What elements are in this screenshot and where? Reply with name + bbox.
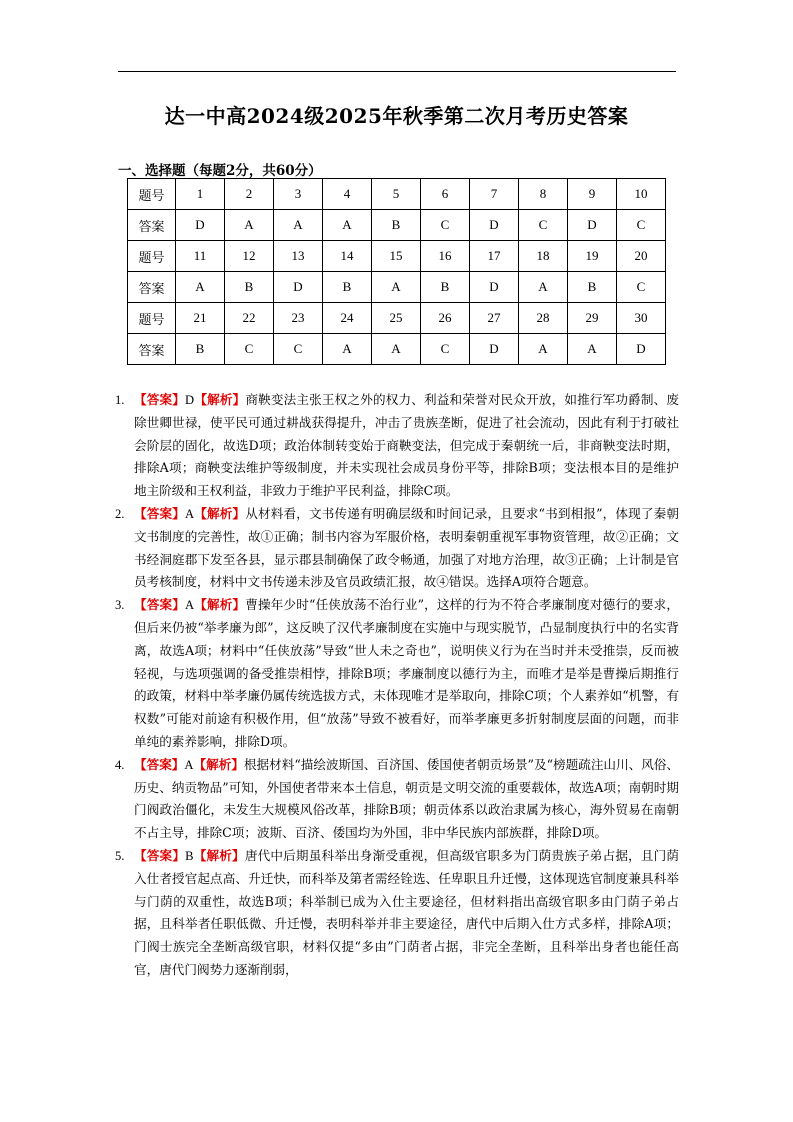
item-number: 5. bbox=[115, 848, 125, 863]
question-row bbox=[128, 241, 666, 272]
answer-cell: C bbox=[225, 334, 274, 365]
question-cell: 28 bbox=[519, 303, 568, 334]
question-cell: 26 bbox=[421, 303, 470, 334]
question-cell: 27 bbox=[470, 303, 519, 334]
answer-cell: A bbox=[519, 272, 568, 303]
answer-table bbox=[127, 178, 666, 365]
item-number: 1. bbox=[115, 393, 125, 407]
section-heading: 一、选择题（每题2分，共60分） bbox=[118, 163, 322, 179]
answer-cell: B bbox=[372, 210, 421, 241]
question-row bbox=[128, 303, 666, 334]
question-cell: 25 bbox=[372, 303, 421, 334]
answer-row bbox=[128, 334, 666, 365]
question-cell: 9 bbox=[568, 179, 617, 210]
answer-cell: A bbox=[372, 334, 421, 365]
answer-row-label: 答案 bbox=[128, 272, 176, 303]
answer-cell: B bbox=[421, 272, 470, 303]
question-cell: 4 bbox=[323, 179, 372, 210]
question-cell: 30 bbox=[617, 303, 666, 334]
answer-cell: C bbox=[274, 334, 323, 365]
answer-cell: C bbox=[519, 210, 568, 241]
question-cell: 11 bbox=[176, 241, 225, 272]
answer-cell: A bbox=[372, 272, 421, 303]
answer-cell: B bbox=[568, 272, 617, 303]
answer-tag: 【答案】 bbox=[134, 597, 185, 613]
answer-item bbox=[115, 754, 680, 845]
analysis-tag: 【解析】 bbox=[194, 392, 246, 407]
answer-cell: A bbox=[176, 272, 225, 303]
answer-cell: A bbox=[274, 210, 323, 241]
analysis-tag: 【解析】 bbox=[194, 597, 246, 613]
answer-choice: A bbox=[185, 506, 195, 521]
analysis-tag: 【解析】 bbox=[193, 847, 245, 863]
answer-cell: D bbox=[470, 272, 519, 303]
explanation-list bbox=[115, 389, 680, 982]
analysis-text: 商鞅变法主张王权之外的权力、利益和荣誉对民众开放，如推行军功爵制、废除世卿世禄，使平民可通过耕战获得提升，冲击了贵族垄断，促进了社会流动，因此有利于打破社会阶层的固化，故选D项；政治体制转变始于商鞅变法，但完成于秦朝统一后，非商鞅变法时期，排除A项；商鞅变法维护等级制度，并未实现社会成员身份平等，排除B项；变法根本目的是维护地主阶级和王权利益，非致力于维护平民利益，排除C项。 bbox=[134, 392, 680, 499]
answer-cell: A bbox=[225, 210, 274, 241]
question-cell: 5 bbox=[372, 179, 421, 210]
answer-cell: D bbox=[568, 210, 617, 241]
answer-choice: D bbox=[185, 393, 195, 407]
question-row-label: 题号 bbox=[128, 303, 176, 334]
answer-item bbox=[115, 503, 679, 594]
analysis-text: 从材料看，文书传递有明确层级和时间记录，且要求“书到相报”，体现了秦朝文书制度的完善性，故①正确；制书内容为军服价格，表明秦朝重视军事物资管理，故②正确；文书经洞庭郡下发至各县，显示郡县制确保了政令畅通，加强了对地方治理，故③正确；上计制是官员考核制度，材料中文书传递未涉及官员政绩汇报，故④错误。选择A项符合题意。 bbox=[134, 505, 679, 590]
answer-item bbox=[115, 845, 680, 982]
question-cell: 21 bbox=[176, 303, 225, 334]
answer-cell: B bbox=[323, 272, 372, 303]
answer-row-label: 答案 bbox=[128, 334, 176, 365]
answer-cell: B bbox=[225, 272, 274, 303]
question-row-label: 题号 bbox=[128, 241, 176, 272]
question-row bbox=[128, 179, 666, 210]
answer-tag: 【答案】 bbox=[134, 505, 185, 521]
answer-tag: 【答案】 bbox=[134, 756, 185, 772]
header-rule bbox=[118, 71, 676, 72]
answer-cell: D bbox=[470, 334, 519, 365]
question-cell: 24 bbox=[323, 303, 372, 334]
answer-cell: A bbox=[519, 334, 568, 365]
question-cell: 7 bbox=[470, 179, 519, 210]
answer-cell: A bbox=[323, 334, 372, 365]
answer-cell: C bbox=[421, 334, 470, 365]
question-cell: 19 bbox=[568, 241, 617, 272]
question-cell: 23 bbox=[274, 303, 323, 334]
question-cell: 3 bbox=[274, 179, 323, 210]
question-cell: 12 bbox=[225, 241, 274, 272]
question-cell: 17 bbox=[470, 241, 519, 272]
answer-item bbox=[115, 594, 680, 754]
answer-cell: D bbox=[617, 334, 666, 365]
answer-cell: A bbox=[568, 334, 617, 365]
answer-row bbox=[128, 272, 666, 303]
question-cell: 2 bbox=[225, 179, 274, 210]
answer-cell: C bbox=[617, 272, 666, 303]
answer-choice: B bbox=[185, 848, 194, 863]
answer-cell: B bbox=[176, 334, 225, 365]
answer-cell: D bbox=[274, 272, 323, 303]
question-cell: 22 bbox=[225, 303, 274, 334]
question-cell: 15 bbox=[372, 241, 421, 272]
answer-choice: A bbox=[184, 757, 194, 772]
question-cell: 13 bbox=[274, 241, 323, 272]
answer-tag: 【答案】 bbox=[134, 847, 186, 863]
question-cell: 16 bbox=[421, 241, 470, 272]
item-number: 3. bbox=[115, 598, 125, 613]
answer-tag: 【答案】 bbox=[134, 392, 186, 407]
page-title: 达一中高2024级2025年秋季第二次月考历史答案 bbox=[164, 104, 629, 128]
answer-cell: D bbox=[176, 210, 225, 241]
answer-row bbox=[128, 210, 666, 241]
question-cell: 1 bbox=[176, 179, 225, 210]
question-cell: 29 bbox=[568, 303, 617, 334]
analysis-text: 根据材料“描绘波斯国、百济国、倭国使者朝贡场景”及“榜题疏注山川、风俗、历史、纳贡物品”可知，外国使者带来本土信息，朝贡是文明交流的重要载体，故选A项；南朝时期门阀政治僵化，未发生大规模风俗改革，排除B项；朝贡体系以政治隶属为核心，海外贸易在南朝不占主导，排除C项；波斯、百济、倭国均为外国，非中华民族内部族群，排除D项。 bbox=[134, 756, 680, 841]
question-cell: 8 bbox=[519, 179, 568, 210]
analysis-tag: 【解析】 bbox=[193, 756, 244, 772]
analysis-text: 唐代中后期虽科举出身渐受重视，但高级官职多为门荫贵族子弟占据，且门荫入仕者授官起点高、升迁快，而科举及第者需经铨选、任卑职且升迁慢，这体现选官制度兼具科举与门荫的双重性，故选B项；科举制已成为入仕主要途径，但材料指出高级官职多由门荫子弟占据，且科举者任职低微、升迁慢，表明科举并非主要途径，唐代中后期入仕方式多样，排除A项；门阀士族完全垄断高级官职，材料仅提“多由”门荫者占据，非完全垄断，且科举出身者也能任高官，唐代门阀势力逐渐削弱， bbox=[134, 847, 680, 977]
question-cell: 10 bbox=[617, 179, 666, 210]
answer-item bbox=[115, 389, 680, 503]
question-cell: 20 bbox=[617, 241, 666, 272]
analysis-tag: 【解析】 bbox=[194, 505, 246, 521]
question-cell: 6 bbox=[421, 179, 470, 210]
answer-cell: A bbox=[323, 210, 372, 241]
question-cell: 18 bbox=[519, 241, 568, 272]
answer-cell: C bbox=[421, 210, 470, 241]
answer-choice: A bbox=[185, 598, 195, 613]
answer-cell: C bbox=[617, 210, 666, 241]
question-cell: 14 bbox=[323, 241, 372, 272]
answer-row-label: 答案 bbox=[128, 210, 176, 241]
analysis-text: 曹操年少时“任侠放荡不治行业”，这样的行为不符合孝廉制度对德行的要求，但后来仍被“举孝廉为郎”，这反映了汉代孝廉制度在实施中与现实脱节，凸显制度执行中的名实背离，故选A项；材料中“任侠放荡”导致“世人未之奇也”，说明侠义行为在当时并未受推崇，反而被轻视，与选项强调的备受推崇相悖，排除B项；孝廉制度以德行为主，而唯才是举是曹操后期推行的政策，材料中举孝廉仍属传统选拔方式，未体现唯才是举取向，排除C项；个人素养如“机警，有权数”可能对前途有积极作用，但“放荡”导致不被看好，而举孝廉更多折射制度层面的问题，而非单纯的素养影响，排除D项。 bbox=[134, 597, 680, 749]
item-number: 2. bbox=[115, 506, 125, 521]
item-number: 4. bbox=[115, 757, 125, 772]
question-row-label: 题号 bbox=[128, 179, 176, 210]
answer-cell: D bbox=[470, 210, 519, 241]
